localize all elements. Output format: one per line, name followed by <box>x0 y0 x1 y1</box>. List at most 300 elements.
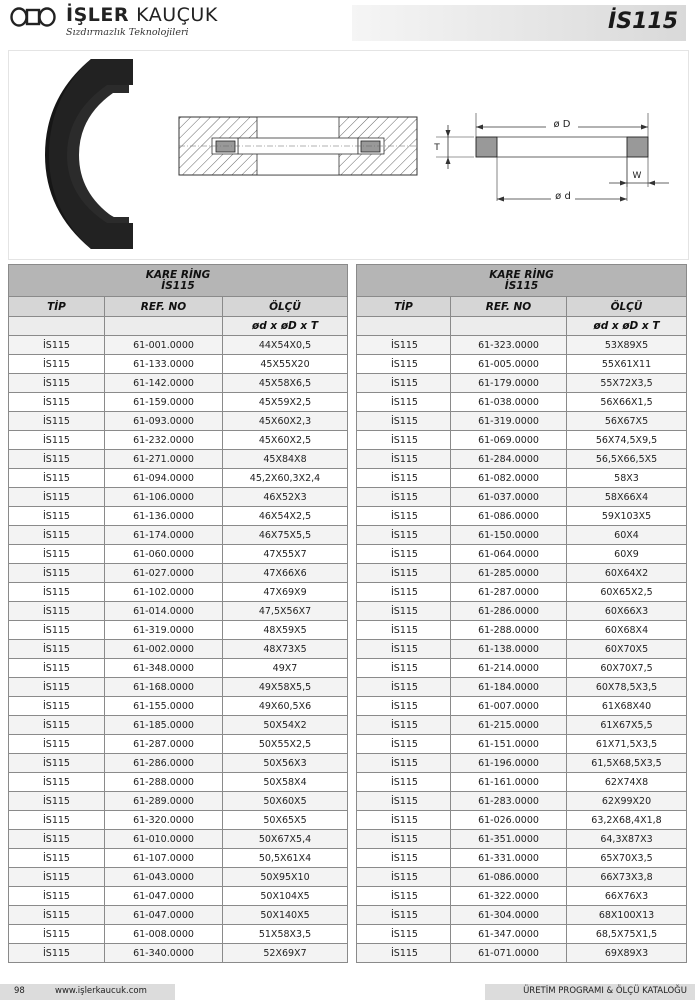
cell-ref-no: 61-002.0000 <box>105 640 223 659</box>
table-row <box>357 773 687 792</box>
cell-ref-no: 61-037.0000 <box>451 488 567 507</box>
table-row <box>9 754 348 773</box>
table-row <box>357 469 687 488</box>
cell-ref-no: 61-286.0000 <box>105 754 223 773</box>
table-row <box>9 659 348 678</box>
table-row <box>357 488 687 507</box>
table-row <box>357 659 687 678</box>
table-row <box>9 887 348 906</box>
table-row <box>9 336 348 355</box>
cell-tip: İS115 <box>357 526 451 545</box>
cell-size: 69X89X3 <box>567 944 687 963</box>
unit-cell-empty <box>105 317 223 336</box>
cell-ref-no: 61-289.0000 <box>105 792 223 811</box>
cell-size: 61X71,5X3,5 <box>567 735 687 754</box>
cell-ref-no: 61-185.0000 <box>105 716 223 735</box>
table-row <box>357 849 687 868</box>
cell-ref-no: 61-071.0000 <box>451 944 567 963</box>
cell-ref-no: 61-069.0000 <box>451 431 567 450</box>
column-header-tip: TİP <box>9 297 105 317</box>
table-title <box>357 265 687 297</box>
table-row <box>9 412 348 431</box>
cell-tip: İS115 <box>357 792 451 811</box>
table-body <box>357 336 687 963</box>
cell-size: 48X73X5 <box>223 640 348 659</box>
table-row <box>357 336 687 355</box>
cell-size: 48X59X5 <box>223 621 348 640</box>
cell-tip: İS115 <box>9 526 105 545</box>
cell-size: 47X69X9 <box>223 583 348 602</box>
cell-size: 50X67X5,4 <box>223 830 348 849</box>
cell-ref-no: 61-133.0000 <box>105 355 223 374</box>
cell-tip: İS115 <box>357 830 451 849</box>
cell-ref-no: 61-323.0000 <box>451 336 567 355</box>
cell-tip: İS115 <box>357 659 451 678</box>
cell-ref-no: 61-142.0000 <box>105 374 223 393</box>
cell-tip: İS115 <box>9 906 105 925</box>
cell-size: 62X99X20 <box>567 792 687 811</box>
cell-ref-no: 61-348.0000 <box>105 659 223 678</box>
cell-ref-no: 61-008.0000 <box>105 925 223 944</box>
cell-ref-no: 61-174.0000 <box>105 526 223 545</box>
cell-size: 47,5X56X7 <box>223 602 348 621</box>
table-row <box>357 374 687 393</box>
unit-cell-size: ød x øD x T <box>567 317 687 336</box>
table-row <box>9 355 348 374</box>
cell-tip: İS115 <box>357 488 451 507</box>
cell-tip: İS115 <box>9 887 105 906</box>
cell-tip: İS115 <box>9 488 105 507</box>
cell-ref-no: 61-286.0000 <box>451 602 567 621</box>
table-row <box>9 868 348 887</box>
cell-ref-no: 61-086.0000 <box>451 507 567 526</box>
table-title-line1: KARE RİNG <box>145 268 211 281</box>
cell-tip: İS115 <box>357 393 451 412</box>
cell-ref-no: 61-232.0000 <box>105 431 223 450</box>
cell-ref-no: 61-168.0000 <box>105 678 223 697</box>
cell-size: 44X54X0,5 <box>223 336 348 355</box>
cell-ref-no: 61-005.0000 <box>451 355 567 374</box>
cell-tip: İS115 <box>9 868 105 887</box>
table-row <box>357 602 687 621</box>
cell-tip: İS115 <box>9 697 105 716</box>
cell-size: 60X70X5 <box>567 640 687 659</box>
table-row <box>357 944 687 963</box>
footer-right-bar <box>485 984 695 1000</box>
table-row <box>357 450 687 469</box>
cell-tip: İS115 <box>9 412 105 431</box>
cell-tip: İS115 <box>9 640 105 659</box>
cell-ref-no: 61-319.0000 <box>451 412 567 431</box>
table-row <box>9 469 348 488</box>
catalog-title: ÜRETİM PROGRAMI & ÖLÇÜ KATALOĞU <box>523 986 687 996</box>
cell-tip: İS115 <box>9 545 105 564</box>
table-unit-row <box>9 317 348 336</box>
table-row <box>357 526 687 545</box>
cell-size: 55X61X11 <box>567 355 687 374</box>
cell-tip: İS115 <box>9 716 105 735</box>
cell-ref-no: 61-060.0000 <box>105 545 223 564</box>
table-row <box>357 792 687 811</box>
cell-size: 60X68X4 <box>567 621 687 640</box>
cell-ref-no: 61-283.0000 <box>451 792 567 811</box>
cell-ref-no: 61-271.0000 <box>105 450 223 469</box>
cell-ref-no: 61-151.0000 <box>451 735 567 754</box>
cell-size: 60X64X2 <box>567 564 687 583</box>
thickness-label: T <box>434 143 440 153</box>
cell-size: 60X78,5X3,5 <box>567 678 687 697</box>
brand-name-light: KAUÇUK <box>136 4 218 26</box>
cell-size: 46X54X2,5 <box>223 507 348 526</box>
cross-section-diagram <box>179 117 417 175</box>
cell-size: 45X58X6,5 <box>223 374 348 393</box>
table-row <box>357 564 687 583</box>
cell-ref-no: 61-304.0000 <box>451 906 567 925</box>
table-row <box>357 811 687 830</box>
cell-size: 52X69X7 <box>223 944 348 963</box>
cell-size: 45X84X8 <box>223 450 348 469</box>
cell-tip: İS115 <box>357 735 451 754</box>
cell-tip: İS115 <box>357 431 451 450</box>
cell-ref-no: 61-082.0000 <box>451 469 567 488</box>
table-row <box>9 925 348 944</box>
cell-size: 50X54X2 <box>223 716 348 735</box>
ring-render-image <box>45 59 133 249</box>
cell-tip: İS115 <box>9 678 105 697</box>
cell-ref-no: 61-288.0000 <box>105 773 223 792</box>
table-row <box>357 906 687 925</box>
table-row <box>357 678 687 697</box>
cell-ref-no: 61-215.0000 <box>451 716 567 735</box>
cell-size: 50X56X3 <box>223 754 348 773</box>
cell-size: 45X59X2,5 <box>223 393 348 412</box>
table-unit-row <box>357 317 687 336</box>
cell-size: 58X3 <box>567 469 687 488</box>
table-row <box>9 621 348 640</box>
unit-cell-empty <box>451 317 567 336</box>
cell-ref-no: 61-150.0000 <box>451 526 567 545</box>
column-header-ref: REF. NO <box>105 297 223 317</box>
cell-ref-no: 61-047.0000 <box>105 906 223 925</box>
table-row <box>9 773 348 792</box>
cell-tip: İS115 <box>9 944 105 963</box>
cell-size: 68,5X75X1,5 <box>567 925 687 944</box>
cell-ref-no: 61-340.0000 <box>105 944 223 963</box>
cell-tip: İS115 <box>357 849 451 868</box>
cell-tip: İS115 <box>9 830 105 849</box>
cell-size: 46X52X3 <box>223 488 348 507</box>
cell-tip: İS115 <box>357 906 451 925</box>
cell-size: 55X72X3,5 <box>567 374 687 393</box>
table-row <box>9 431 348 450</box>
cell-size: 56X67X5 <box>567 412 687 431</box>
cell-size: 60X65X2,5 <box>567 583 687 602</box>
technical-drawing <box>8 50 689 260</box>
cell-tip: İS115 <box>357 754 451 773</box>
unit-cell-empty <box>9 317 105 336</box>
table-row <box>357 640 687 659</box>
brand-name <box>66 4 218 26</box>
cell-ref-no: 61-287.0000 <box>105 735 223 754</box>
cell-size: 66X73X3,8 <box>567 868 687 887</box>
cell-tip: İS115 <box>9 849 105 868</box>
cell-ref-no: 61-319.0000 <box>105 621 223 640</box>
cell-tip: İS115 <box>357 507 451 526</box>
table-row <box>9 488 348 507</box>
cell-size: 60X4 <box>567 526 687 545</box>
table-row <box>9 830 348 849</box>
cell-tip: İS115 <box>357 773 451 792</box>
cell-ref-no: 61-014.0000 <box>105 602 223 621</box>
cell-ref-no: 61-184.0000 <box>451 678 567 697</box>
cell-ref-no: 61-106.0000 <box>105 488 223 507</box>
cell-size: 68X100X13 <box>567 906 687 925</box>
table-title-line2: İS115 <box>161 279 195 292</box>
cell-size: 50X95X10 <box>223 868 348 887</box>
cell-size: 45X55X20 <box>223 355 348 374</box>
cell-size: 58X66X4 <box>567 488 687 507</box>
cell-ref-no: 61-155.0000 <box>105 697 223 716</box>
page-header <box>0 0 695 44</box>
table-row <box>9 374 348 393</box>
cell-size: 50X60X5 <box>223 792 348 811</box>
cell-tip: İS115 <box>357 868 451 887</box>
cell-ref-no: 61-026.0000 <box>451 811 567 830</box>
cell-size: 49X58X5,5 <box>223 678 348 697</box>
size-table-left <box>8 264 348 963</box>
table-row <box>9 393 348 412</box>
cell-size: 66X76X3 <box>567 887 687 906</box>
cell-ref-no: 61-284.0000 <box>451 450 567 469</box>
cell-tip: İS115 <box>9 393 105 412</box>
cell-size: 61X67X5,5 <box>567 716 687 735</box>
footer-left-bar <box>0 984 175 1000</box>
cell-tip: İS115 <box>357 469 451 488</box>
drawing-canvas <box>9 51 688 259</box>
cell-tip: İS115 <box>357 678 451 697</box>
table-row <box>9 545 348 564</box>
inner-diameter-label: ø d <box>555 191 571 202</box>
cell-size: 51X58X3,5 <box>223 925 348 944</box>
table-header-row <box>357 297 687 317</box>
cell-size: 56X66X1,5 <box>567 393 687 412</box>
cell-size: 49X7 <box>223 659 348 678</box>
cell-ref-no: 61-331.0000 <box>451 849 567 868</box>
table-row <box>357 754 687 773</box>
page-number: 98 <box>14 986 25 996</box>
product-code-banner <box>352 5 686 41</box>
cell-tip: İS115 <box>357 336 451 355</box>
cell-ref-no: 61-010.0000 <box>105 830 223 849</box>
cell-ref-no: 61-138.0000 <box>451 640 567 659</box>
cell-tip: İS115 <box>9 602 105 621</box>
cell-tip: İS115 <box>357 602 451 621</box>
cell-size: 60X66X3 <box>567 602 687 621</box>
table-row <box>357 431 687 450</box>
cell-size: 45X60X2,5 <box>223 431 348 450</box>
cell-ref-no: 61-001.0000 <box>105 336 223 355</box>
table-row <box>9 526 348 545</box>
table-row <box>9 716 348 735</box>
cell-tip: İS115 <box>357 925 451 944</box>
company-logo-icon <box>10 6 56 28</box>
cell-ref-no: 61-007.0000 <box>451 697 567 716</box>
column-header-size: ÖLÇÜ <box>223 297 348 317</box>
cell-size: 53X89X5 <box>567 336 687 355</box>
cell-ref-no: 61-285.0000 <box>451 564 567 583</box>
cell-size: 59X103X5 <box>567 507 687 526</box>
cell-tip: İS115 <box>357 545 451 564</box>
cell-tip: İS115 <box>9 355 105 374</box>
cell-tip: İS115 <box>9 621 105 640</box>
table-row <box>9 792 348 811</box>
cell-size: 60X70X7,5 <box>567 659 687 678</box>
cell-tip: İS115 <box>9 811 105 830</box>
table-row <box>357 716 687 735</box>
cell-size: 60X9 <box>567 545 687 564</box>
table-row <box>9 811 348 830</box>
cell-ref-no: 61-093.0000 <box>105 412 223 431</box>
cell-ref-no: 61-043.0000 <box>105 868 223 887</box>
cell-tip: İS115 <box>357 412 451 431</box>
cell-size: 61,5X68,5X3,5 <box>567 754 687 773</box>
cell-size: 64,3X87X3 <box>567 830 687 849</box>
cell-tip: İS115 <box>357 640 451 659</box>
table-row <box>9 735 348 754</box>
table-header-row <box>9 297 348 317</box>
table-row <box>357 735 687 754</box>
cell-size: 63,2X68,4X1,8 <box>567 811 687 830</box>
cell-ref-no: 61-027.0000 <box>105 564 223 583</box>
table-title <box>9 265 348 297</box>
cell-size: 50X104X5 <box>223 887 348 906</box>
table-row <box>9 507 348 526</box>
cell-ref-no: 61-161.0000 <box>451 773 567 792</box>
cell-tip: İS115 <box>357 564 451 583</box>
cell-size: 45X60X2,3 <box>223 412 348 431</box>
cell-tip: İS115 <box>9 564 105 583</box>
cell-tip: İS115 <box>357 716 451 735</box>
brand-name-bold: İŞLER <box>66 4 129 26</box>
table-row <box>9 640 348 659</box>
table-row <box>357 393 687 412</box>
cell-tip: İS115 <box>9 773 105 792</box>
cell-ref-no: 61-064.0000 <box>451 545 567 564</box>
column-header-tip: TİP <box>357 297 451 317</box>
cell-size: 47X55X7 <box>223 545 348 564</box>
unit-cell-empty <box>357 317 451 336</box>
website-link[interactable]: www.işlerkaucuk.com <box>55 986 147 996</box>
table-row <box>9 849 348 868</box>
cell-size: 50X140X5 <box>223 906 348 925</box>
table-title-line2: İS115 <box>504 279 539 292</box>
cell-tip: İS115 <box>357 583 451 602</box>
cell-tip: İS115 <box>9 925 105 944</box>
cell-ref-no: 61-322.0000 <box>451 887 567 906</box>
cell-ref-no: 61-159.0000 <box>105 393 223 412</box>
cell-tip: İS115 <box>357 944 451 963</box>
table-row <box>357 545 687 564</box>
cell-tip: İS115 <box>357 811 451 830</box>
table-row <box>357 830 687 849</box>
table-row <box>357 355 687 374</box>
cell-ref-no: 61-320.0000 <box>105 811 223 830</box>
table-row <box>9 697 348 716</box>
width-label: W <box>632 171 642 181</box>
cell-size: 50X65X5 <box>223 811 348 830</box>
cell-size: 56,5X66,5X5 <box>567 450 687 469</box>
cell-tip: İS115 <box>9 583 105 602</box>
cell-ref-no: 61-107.0000 <box>105 849 223 868</box>
cell-tip: İS115 <box>9 469 105 488</box>
table-row <box>357 697 687 716</box>
cell-tip: İS115 <box>9 754 105 773</box>
table-row <box>357 583 687 602</box>
table-row <box>357 925 687 944</box>
cell-ref-no: 61-214.0000 <box>451 659 567 678</box>
cell-size: 50X55X2,5 <box>223 735 348 754</box>
table-row <box>9 906 348 925</box>
column-header-ref: REF. NO <box>451 297 567 317</box>
cell-tip: İS115 <box>9 735 105 754</box>
table-title-row <box>357 265 687 297</box>
cell-ref-no: 61-094.0000 <box>105 469 223 488</box>
cell-ref-no: 61-136.0000 <box>105 507 223 526</box>
cell-size: 65X70X3,5 <box>567 849 687 868</box>
table-title-row <box>9 265 348 297</box>
cell-ref-no: 61-347.0000 <box>451 925 567 944</box>
product-code: İS115 <box>608 9 678 34</box>
cell-tip: İS115 <box>357 450 451 469</box>
cell-size: 45,2X60,3X2,4 <box>223 469 348 488</box>
unit-cell-size: ød x øD x T <box>223 317 348 336</box>
brand-tagline: Sızdırmazlık Teknolojileri <box>66 27 189 38</box>
cell-size: 46X75X5,5 <box>223 526 348 545</box>
cell-tip: İS115 <box>9 792 105 811</box>
cell-ref-no: 61-196.0000 <box>451 754 567 773</box>
cell-ref-no: 61-288.0000 <box>451 621 567 640</box>
cell-ref-no: 61-102.0000 <box>105 583 223 602</box>
cell-tip: İS115 <box>357 887 451 906</box>
table-row <box>357 887 687 906</box>
cell-size: 47X66X6 <box>223 564 348 583</box>
table-row <box>9 944 348 963</box>
cell-ref-no: 61-351.0000 <box>451 830 567 849</box>
outer-diameter-label: ø D <box>553 119 571 130</box>
table-row <box>9 678 348 697</box>
cell-size: 61X68X40 <box>567 697 687 716</box>
cell-ref-no: 61-047.0000 <box>105 887 223 906</box>
cell-size: 50,5X61X4 <box>223 849 348 868</box>
cell-tip: İS115 <box>9 374 105 393</box>
table-row <box>9 564 348 583</box>
cell-tip: İS115 <box>357 621 451 640</box>
table-title-line1: KARE RİNG <box>489 268 554 281</box>
cell-tip: İS115 <box>9 659 105 678</box>
cell-tip: İS115 <box>9 431 105 450</box>
table-row <box>9 450 348 469</box>
cell-ref-no: 61-287.0000 <box>451 583 567 602</box>
table-row <box>9 602 348 621</box>
column-header-size: ÖLÇÜ <box>567 297 687 317</box>
table-row <box>357 621 687 640</box>
cell-ref-no: 61-179.0000 <box>451 374 567 393</box>
cell-tip: İS115 <box>357 374 451 393</box>
table-row <box>9 583 348 602</box>
cell-size: 56X74,5X9,5 <box>567 431 687 450</box>
cell-tip: İS115 <box>9 507 105 526</box>
table-body <box>9 336 348 963</box>
